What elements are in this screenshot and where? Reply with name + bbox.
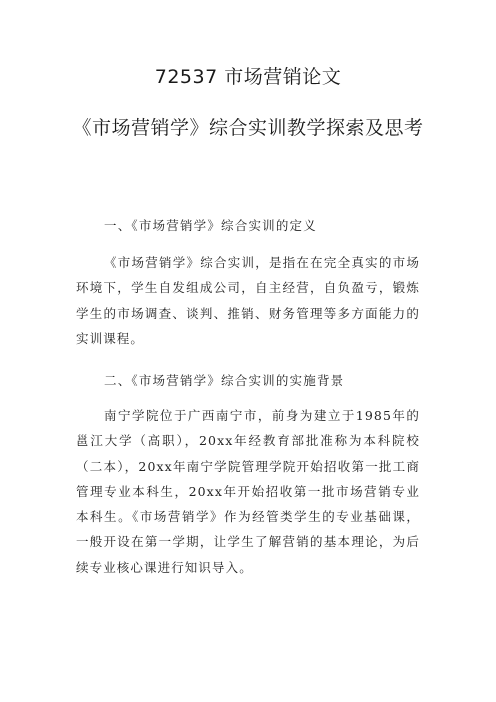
section-paragraph-background: 南宁学院位于广西南宁市，前身为建立于1985年的邕江大学（高职），20xx年经教育部批准称为本科院校（二本），20xx年南宁学院管理学院开始招收第一批工商管理专业本科生，20xx年开始招收第一批市场营销专业本科生。《市场营销学》作为经管类学生的专业基础课，一般开设在第一学期，让学生了解营销的基本理论，为后续专业核心课进行知识导入。 xyxy=(76,408,420,575)
section-heading-definition: 一、《市场营销学》综合实训的定义 xyxy=(104,218,317,233)
document-title: 《市场营销学》综合实训教学探索及思考 xyxy=(72,117,424,139)
section-paragraph-definition: 《市场营销学》综合实训，是指在在完全真实的市场环境下，学生自发组成公司，自主经营，自负盈亏，锻炼学生的市场调查、谈判、推销、财务管理等多方面能力的实训课程。 xyxy=(76,255,420,346)
section-heading-background: 二、《市场营销学》综合实训的实施背景 xyxy=(104,373,345,388)
document-title-number: 72537 市场营销论文 xyxy=(154,66,342,88)
